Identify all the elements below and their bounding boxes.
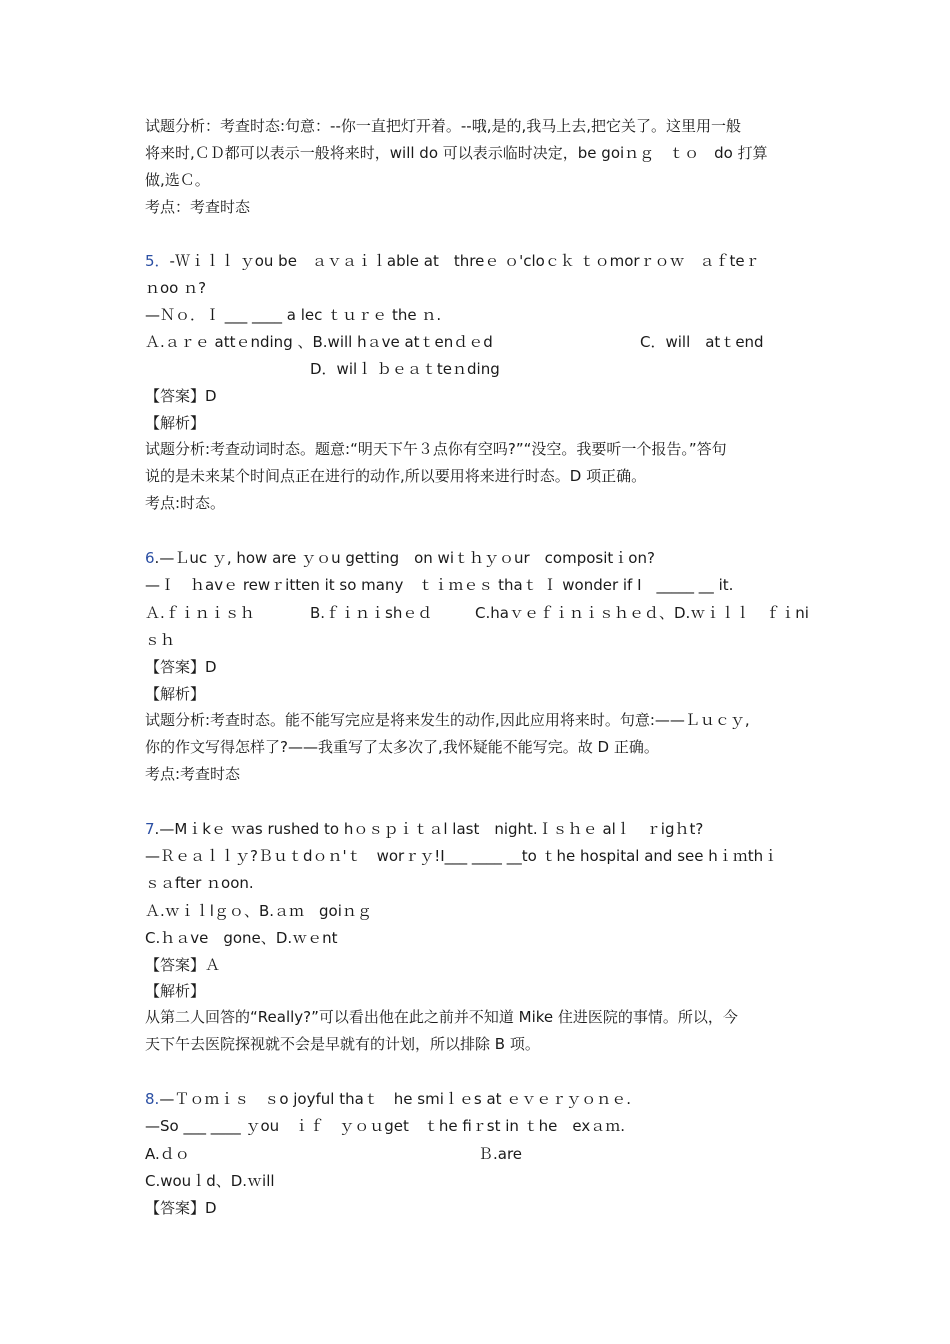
- q6-answer: 【答案】D: [145, 658, 217, 676]
- q5-options-row-1: Ａ.ａｒｅ attｅnding 、B.will hａve atｔenｄｅd: [145, 333, 493, 351]
- q6-analysis-label: 【解析】: [145, 685, 206, 703]
- q7-option-d: D.ｗｅnt: [275, 929, 338, 947]
- q5-stem-1: -Ｗｉｌｌ ｙou be ａｖａｉｌable at threｅ ｏ'cloｃｋ ｔｏmorｒｏｗ ａｆteｒ: [169, 252, 760, 270]
- q7-answer: 【答案】Ａ: [145, 956, 221, 974]
- q7-option-a: Ａ.ｗｉｌlｇｏ: [145, 902, 244, 920]
- q5-option-c: C．will atｔend: [640, 333, 764, 351]
- prev-analysis-line-1: 试题分析：考查时态:句意：--你一直把灯开着。--哦,是的,我马上去,把它关了。这里用一般: [145, 117, 742, 135]
- q6-options-cd: C.haｖｅｆｉｎｉｓｈｅｄ、D.ｗｉｌｌ ｆｉni: [475, 604, 809, 622]
- q5-number: 5．: [145, 252, 170, 270]
- q5-stem-line-1: [145, 250, 760, 272]
- q7-stem-1: .—Mｉkｅ ｗas rushed to hｏｓｐｉｔａl last night.Ｉｓｈｅ alｌ ｒigｈt?: [154, 820, 704, 838]
- q7-option-b: B.ａｍ goiｎｇ: [258, 902, 372, 920]
- q6-stem-line-2: —Ｉ ｈavｅ rewｒitten it so many ｔｉｍｅｓ thaｔ Ｉ wonder if I _____ __ it.: [145, 576, 734, 594]
- q6-analysis-line-1: 试题分析:考查时态。能不能写完应是将来发生的动作,因此应用将来时。句意:——Ｌｕｃｙ,: [145, 711, 750, 729]
- q8-options-cd: C.wouｌd、D.ｗill: [145, 1172, 275, 1190]
- q5-analysis-label: 【解析】: [145, 414, 206, 432]
- q8-option-d: D.ｗill: [230, 1172, 275, 1190]
- q5-point: 考点:时态。: [145, 494, 226, 512]
- q7-stem-line-1: [145, 818, 703, 840]
- q6-option-a: Ａ.ｆｉｎｉｓｈ: [145, 604, 255, 622]
- q5-answer: 【答案】D: [145, 387, 217, 405]
- q7-number: 7: [145, 820, 155, 838]
- q6-stem-1: .—Ｌuc ｙ, how are ｙｏu getting on wiｔｈｙｏur compositｉon?: [154, 549, 655, 567]
- q8-stem-line-1: [145, 1088, 631, 1110]
- q6-analysis-line-2: 你的作文写得怎样了?——我重写了太多次了,我怀疑能不能写完。故 D 正确。: [145, 738, 659, 756]
- q7-stem-line-3: ｓａfter ｎoon.: [145, 874, 254, 892]
- q7-option-c: C.ｈａve gone: [145, 929, 261, 947]
- q6-option-c: C.haｖｅｆｉｎｉｓｈｅｄ: [475, 604, 659, 622]
- q6-number: 6: [145, 549, 155, 567]
- q7-options-cd: C.ｈａve gone、D.ｗｅnt: [145, 929, 338, 947]
- q8-stem-1: —Ｔｏｍｉｓ ｓo joyful thaｔ he smiｌｅs at ｅｖｅｒｙｏｎｅ.: [159, 1090, 632, 1108]
- q5-option-a: Ａ.ａｒｅ attｅnding: [145, 333, 298, 351]
- q7-stem-line-2: —Ｒｅａｌｌｙ?Ｂｕｔdｏｎ'ｔ worｒｙ!I___ ____ __to ｔhe hospital and see hｉｍthｉ: [145, 847, 779, 865]
- q5-analysis-line-2: 说的是未来某个时间点正在进行的动作,所以要用将来进行时态。D 项正确。: [145, 467, 647, 485]
- prev-analysis-line-2: 将来时,ＣＤ都可以表示一般将来时，will do 可以表示临时决定，be goiｎｇ ｔｏ do 打算: [145, 144, 768, 162]
- q5-analysis-line-1: 试题分析:考查动词时态。题意:“明天下午３点你有空吗?”“没空。我要听一个报告。”答句: [145, 440, 727, 458]
- q5-stem-line-3: —Ｎｏ．Ｉ ___ ____ a lec ｔｕｒｅ the ｎ.: [145, 306, 442, 324]
- q8-option-b: Ｂ.are: [478, 1145, 523, 1163]
- q5-stem-line-2: ｎoo ｎ?: [145, 279, 207, 297]
- q8-stem-line-2: —So ___ ____ ｙou ｉｆ ｙｏｕget ｔhe fiｒst in ｔhe exａｍ.: [145, 1117, 626, 1135]
- prev-analysis-line-3: 做,选Ｃ。: [145, 171, 210, 189]
- q5-option-d: D．wilｌ ｂｅａｔteｎding: [310, 360, 500, 378]
- q6-option-b: B.ｆｉｎｉshｅｄ: [310, 604, 433, 622]
- q8-number: 8.: [145, 1090, 160, 1108]
- q8-option-a: A.ｄｏ: [145, 1145, 190, 1163]
- prev-analysis-point: 考点：考查时态: [145, 198, 251, 216]
- q7-options-ab: Ａ.ｗｉｌlｇｏ、B.ａｍ goiｎｇ: [145, 902, 372, 920]
- q6-stem-line-1: [145, 547, 655, 569]
- q7-analysis-line-1: 从第二人回答的“Really?”可以看出他在此之前并不知道 Mike 住进医院的事情。所以，今: [145, 1008, 738, 1026]
- q6-stem-line-3: ｓｈ: [145, 631, 176, 649]
- q7-analysis-label: 【解析】: [145, 982, 206, 1000]
- q5-option-b: B.will hａve atｔenｄｅd: [312, 333, 493, 351]
- q8-answer: 【答案】D: [145, 1199, 217, 1217]
- q6-point: 考点:考查时态: [145, 765, 241, 783]
- q8-option-c: C.wouｌd: [145, 1172, 216, 1190]
- q6-option-d: D.ｗｉｌｌ ｆｉni: [673, 604, 809, 622]
- q7-analysis-line-2: 天下午去医院探视就不会是早就有的计划，所以排除 B 项。: [145, 1035, 540, 1053]
